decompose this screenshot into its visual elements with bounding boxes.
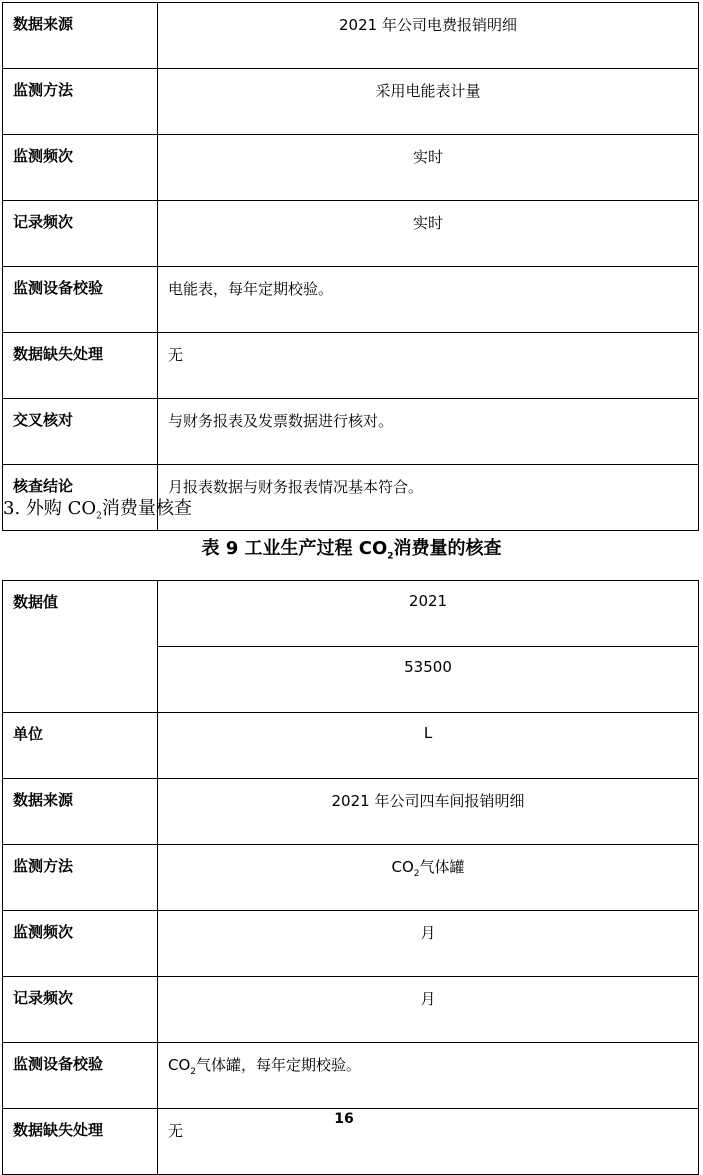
value-subscript: 2 <box>190 1067 197 1077</box>
table-row <box>3 581 699 647</box>
row-label: 监测频次 <box>3 135 158 201</box>
row-label: 记录频次 <box>3 201 158 267</box>
table-row <box>3 3 699 69</box>
row-label: 数据缺失处理 <box>3 1109 158 1175</box>
caption-suffix: 消费量的核查 <box>393 538 502 559</box>
table-row <box>3 977 699 1043</box>
row-value: 实时 <box>158 201 699 267</box>
page-number: 16 <box>334 1111 354 1127</box>
table-row <box>3 779 699 845</box>
row-value: 月 <box>158 911 699 977</box>
row-value: L <box>158 713 699 779</box>
table-co2-verification <box>2 580 699 1175</box>
table-row <box>3 135 699 201</box>
row-value: 采用电能表计量 <box>158 69 699 135</box>
data-amount: 53500 <box>158 647 699 713</box>
section-heading-subscript: 2 <box>96 511 102 522</box>
table-row <box>3 845 699 911</box>
row-label: 数据缺失处理 <box>3 333 158 399</box>
table-row <box>3 1043 699 1109</box>
row-value: 2021 年公司电费报销明细 <box>158 3 699 69</box>
table-row <box>3 333 699 399</box>
row-value: 月 <box>158 977 699 1043</box>
row-label: 记录频次 <box>3 977 158 1043</box>
row-label: 交叉核对 <box>3 399 158 465</box>
table-row <box>3 267 699 333</box>
table-row <box>3 69 699 135</box>
row-label: 数据来源 <box>3 779 158 845</box>
row-label: 数据来源 <box>3 3 158 69</box>
caption-prefix: 表 9 工业生产过程 CO <box>201 538 388 559</box>
section-heading-prefix: 3. 外购 CO <box>3 498 97 519</box>
table-row <box>3 713 699 779</box>
value-prefix: CO <box>391 858 414 876</box>
row-value: 无 <box>158 1109 699 1175</box>
value-prefix: CO <box>168 1056 191 1074</box>
row-value <box>158 845 699 911</box>
section-heading <box>3 494 192 522</box>
row-value <box>158 1043 699 1109</box>
table-row <box>3 201 699 267</box>
row-label: 核查结论 <box>3 465 158 531</box>
row-label: 监测频次 <box>3 911 158 977</box>
row-value: 月报表数据与财务报表情况基本符合。 <box>158 465 699 531</box>
row-label: 单位 <box>3 713 158 779</box>
table-caption <box>0 534 703 562</box>
row-label: 监测方法 <box>3 69 158 135</box>
row-value: 无 <box>158 333 699 399</box>
value-suffix: 气体罐，每年定期校验。 <box>196 1056 362 1074</box>
data-year: 2021 <box>158 581 699 647</box>
table-electricity-verification <box>2 2 699 531</box>
row-value: 实时 <box>158 135 699 201</box>
row-value: 2021 年公司四车间报销明细 <box>158 779 699 845</box>
row-label: 监测方法 <box>3 845 158 911</box>
table-row <box>3 911 699 977</box>
value-suffix: 气体罐 <box>419 858 465 876</box>
value-subscript: 2 <box>413 869 420 879</box>
caption-subscript: 2 <box>387 551 394 562</box>
row-value: 与财务报表及发票数据进行核对。 <box>158 399 699 465</box>
row-label: 监测设备校验 <box>3 267 158 333</box>
row-value: 电能表，每年定期校验。 <box>158 267 699 333</box>
section-heading-suffix: 消费量核查 <box>101 498 192 519</box>
row-label: 监测设备校验 <box>3 1043 158 1109</box>
table-row <box>3 399 699 465</box>
row-label: 数据值 <box>3 581 158 713</box>
